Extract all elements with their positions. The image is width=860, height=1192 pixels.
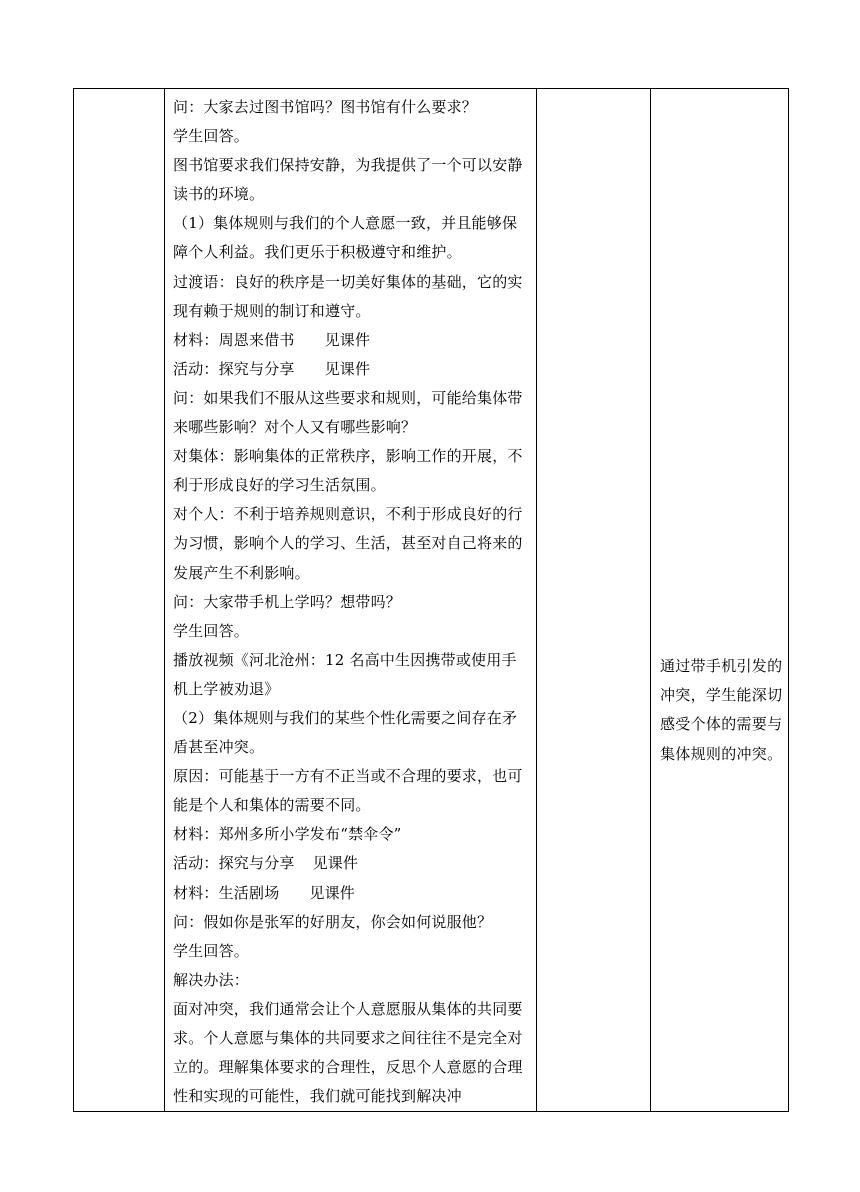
paragraph: 学生回答。 <box>173 621 250 640</box>
paragraph: （2）集体规则与我们的某些个性化需要之间存在矛盾甚至冲突。 <box>173 708 518 757</box>
paragraph: 学生回答。 <box>173 941 250 960</box>
paragraph: 对集体：影响集体的正常秩序，影响工作的开展，不利于形成良好的学习生活氛围。 <box>173 447 523 495</box>
paragraph: 图书馆要求我们保持安静，为我提供了一个可以安静读书的环境。 <box>173 156 523 204</box>
paragraph: 面对冲突，我们通常会让个人意愿服从集体的共同要求。个人意愿与集体的共同要求之间往往不是完全对立的。理解集体要求的合理性，反思个人意愿的合理性和实现的可能性，我们就可能找到解决冲 <box>173 999 523 1106</box>
table-col-stage <box>74 89 165 1111</box>
paragraph: 原因：可能基于一方有不正当或不合理的要求，也可能是个人和集体的需要不同。 <box>173 767 523 815</box>
table-col-teaching-process <box>165 89 537 1111</box>
paragraph: 问：如果我们不服从这些要求和规则，可能给集体带来哪些影响？对个人又有哪些影响？ <box>173 388 523 437</box>
material-ref: 见课件 <box>324 330 371 349</box>
lesson-table <box>73 88 789 1112</box>
paragraph: 问：假如你是张军的好朋友，你会如何说服他？ <box>173 912 493 931</box>
activity-label: 活动：探究与分享 <box>173 854 295 873</box>
material-label: 材料：周恩来借书 <box>173 330 295 349</box>
table-col-design-intent <box>651 89 788 1111</box>
design-intent-note: 通过带手机引发的冲突，学生能深切感受个体的需要与集体规则的冲突。 <box>660 657 783 763</box>
paragraph: 问：大家带手机上学吗？想带吗？ <box>173 592 402 611</box>
material-line <box>173 326 531 355</box>
activity-ref: 见课件 <box>324 359 371 378</box>
paragraph: 过渡语：良好的秩序是一切美好集体的基础，它的实现有赖于规则的制订和遵守。 <box>173 272 523 320</box>
activity-line <box>173 849 531 878</box>
paragraph: 学生回答。 <box>173 127 250 146</box>
table-col-student-activity <box>537 89 651 1111</box>
paragraph: （1）集体规则与我们的个人意愿一致，并且能够保障个人利益。我们更乐于积极遵守和维护。 <box>173 214 518 262</box>
paragraph: 解决办法： <box>173 970 250 989</box>
activity-ref: 见课件 <box>312 854 359 873</box>
teaching-process-text <box>173 93 531 1111</box>
paragraph: 播放视频《河北沧州：12 名高中生因携带或使用手机上学被劝退》 <box>173 650 517 698</box>
paragraph: 材料：郑州多所小学发布“禁伞令” <box>173 825 402 844</box>
material-ref: 见课件 <box>309 883 356 902</box>
activity-line <box>173 355 531 384</box>
material-label: 材料：生活剧场 <box>173 883 280 902</box>
paragraph: 问：大家去过图书馆吗？图书馆有什么要求？ <box>173 98 478 116</box>
activity-label: 活动：探究与分享 <box>173 359 295 378</box>
material-line <box>173 879 531 908</box>
paragraph: 对个人：不利于培养规则意识，不利于形成良好的行为习惯，影响个人的学习、生活，甚至对自己将来的发展产生不利影响。 <box>173 505 523 582</box>
